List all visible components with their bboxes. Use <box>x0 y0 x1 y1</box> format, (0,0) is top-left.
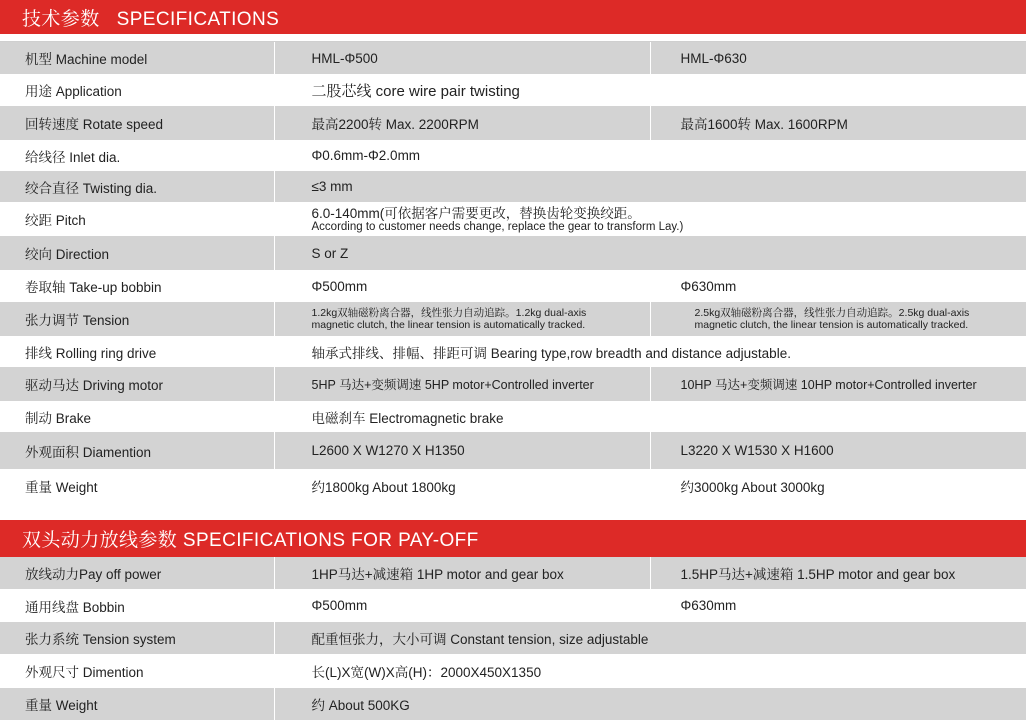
table-row <box>0 401 1026 432</box>
row-label-pay-off-power: 放线动力Pay off power <box>0 557 274 589</box>
cell-inlet-dia: Φ0.6mm-Φ2.0mm <box>274 140 1026 171</box>
row-label-tension: 张力调节 Tension <box>0 302 274 336</box>
row-label-driving-motor: 驱动马达 Driving motor <box>0 367 274 401</box>
pitch-text: 6.0-140mm(可依据客户需要更改，替换齿轮变换绞距。 <box>312 206 1026 221</box>
row-label-diamention: 外观面积 Diamention <box>0 432 274 469</box>
table-row <box>0 432 1026 469</box>
table-row <box>0 688 1026 720</box>
table-row <box>0 622 1026 654</box>
cell-rolling-ring-drive: 轴承式排线、排幅、排距可调 Bearing type,row breadth and distance adjustable. <box>274 336 1026 367</box>
table-row <box>0 140 1026 171</box>
tension-630-line1: 2.5kg双轴磁粉离合器，线性张力自动追踪。2.5kg dual-axis <box>695 307 1026 319</box>
specifications-title: 技术参数 SPECIFICATIONS <box>22 4 279 31</box>
row-label-dimention: 外观尺寸 Dimention <box>0 654 274 688</box>
cell-brake: 电磁刹车 Electromagnetic brake <box>274 401 1026 432</box>
header-divider <box>0 34 1026 42</box>
table-row <box>0 42 1026 74</box>
row-label-rotate-speed: 回转速度 Rotate speed <box>0 106 274 140</box>
row-label-direction: 绞向 Direction <box>0 236 274 270</box>
cell-tension-system: 配重恒张力，大小可调 Constant tension, size adjustable <box>274 622 1026 654</box>
row-label-payoff-weight: 重量 Weight <box>0 688 274 720</box>
cell-dimention: 长(L)X宽(W)X高(H)：2000X450X1350 <box>274 654 1026 688</box>
cell-weight-630: 约3000kg About 3000kg <box>650 469 1026 502</box>
row-label-inlet-dia: 给线径 Inlet dia. <box>0 140 274 171</box>
table-row <box>0 557 1026 589</box>
table-row <box>0 202 1026 236</box>
table-row <box>0 270 1026 302</box>
row-label-take-up-bobbin: 卷取轴 Take-up bobbin <box>0 270 274 302</box>
cell-bobbin-500: Φ500mm <box>274 270 650 302</box>
cell-model-630: HML-Φ630 <box>650 42 1026 74</box>
cell-tension-500 <box>274 302 650 336</box>
cell-tension-630 <box>650 302 1026 336</box>
cell-speed-630: 最高1600转 Max. 1600RPM <box>650 106 1026 140</box>
row-label-bobbin: 通用线盘 Bobbin <box>0 589 274 622</box>
tension-630-line2: magnetic clutch, the linear tension is automatically tracked. <box>695 319 1026 331</box>
row-label-application: 用途 Application <box>0 74 274 106</box>
cell-motor-630: 10HP 马达+变频调速 10HP motor+Controlled inverter <box>650 367 1026 401</box>
tension-500-line2: magnetic clutch, the linear tension is automatically tracked. <box>312 319 650 331</box>
cell-pitch <box>274 202 1026 236</box>
cell-payoff-power-500: 1HP马达+减速箱 1HP motor and gear box <box>274 557 650 589</box>
cell-weight-500: 约1800kg About 1800kg <box>274 469 650 502</box>
cell-payoff-weight: 约 About 500KG <box>274 688 1026 720</box>
row-label-pitch: 绞距 Pitch <box>0 202 274 236</box>
table-row <box>0 336 1026 367</box>
table-row <box>0 654 1026 688</box>
cell-bobbin-630: Φ630mm <box>650 270 1026 302</box>
cell-application: 二股芯线 core wire pair twisting <box>274 74 1026 106</box>
table-row <box>0 589 1026 622</box>
payoff-header <box>0 520 1026 557</box>
table-row <box>0 469 1026 502</box>
cell-payoff-bobbin-630: Φ630mm <box>650 589 1026 622</box>
row-label-brake: 制动 Brake <box>0 401 274 432</box>
cell-direction: S or Z <box>274 236 1026 270</box>
cell-dim-630: L3220 X W1530 X H1600 <box>650 432 1026 469</box>
cell-speed-500: 最高2200转 Max. 2200RPM <box>274 106 650 140</box>
table-row <box>0 106 1026 140</box>
cell-motor-500: 5HP 马达+变频调速 5HP motor+Controlled inverter <box>274 367 650 401</box>
cell-payoff-power-630: 1.5HP马达+减速箱 1.5HP motor and gear box <box>650 557 1026 589</box>
table-row <box>0 74 1026 106</box>
cell-twisting-dia: ≤3 mm <box>274 171 1026 202</box>
table-row <box>0 302 1026 336</box>
table-row <box>0 367 1026 401</box>
tension-500-line1: 1.2kg双轴磁粉离合器，线性张力自动追踪。1.2kg dual-axis <box>312 307 650 319</box>
table-row <box>0 171 1026 202</box>
row-label-tension-system: 张力系统 Tension system <box>0 622 274 654</box>
table-row <box>0 236 1026 270</box>
row-label-rolling-ring-drive: 排线 Rolling ring drive <box>0 336 274 367</box>
cell-payoff-bobbin-500: Φ500mm <box>274 589 650 622</box>
specifications-header <box>0 0 1026 34</box>
pitch-text-english: According to customer needs change, replace the gear to transform Lay.) <box>312 221 1026 233</box>
payoff-table <box>0 557 1026 720</box>
cell-model-630: HML-Φ500 <box>274 42 650 74</box>
payoff-title: 双头动力放线参数 SPECIFICATIONS FOR PAY-OFF <box>22 525 479 552</box>
cell-dim-500: L2600 X W1270 X H1350 <box>274 432 650 469</box>
row-label-weight: 重量 Weight <box>0 469 274 502</box>
specifications-table <box>0 42 1026 502</box>
row-label-machine-model: 机型 Machine model <box>0 42 274 74</box>
row-label-twisting-dia: 绞合直径 Twisting dia. <box>0 171 274 202</box>
